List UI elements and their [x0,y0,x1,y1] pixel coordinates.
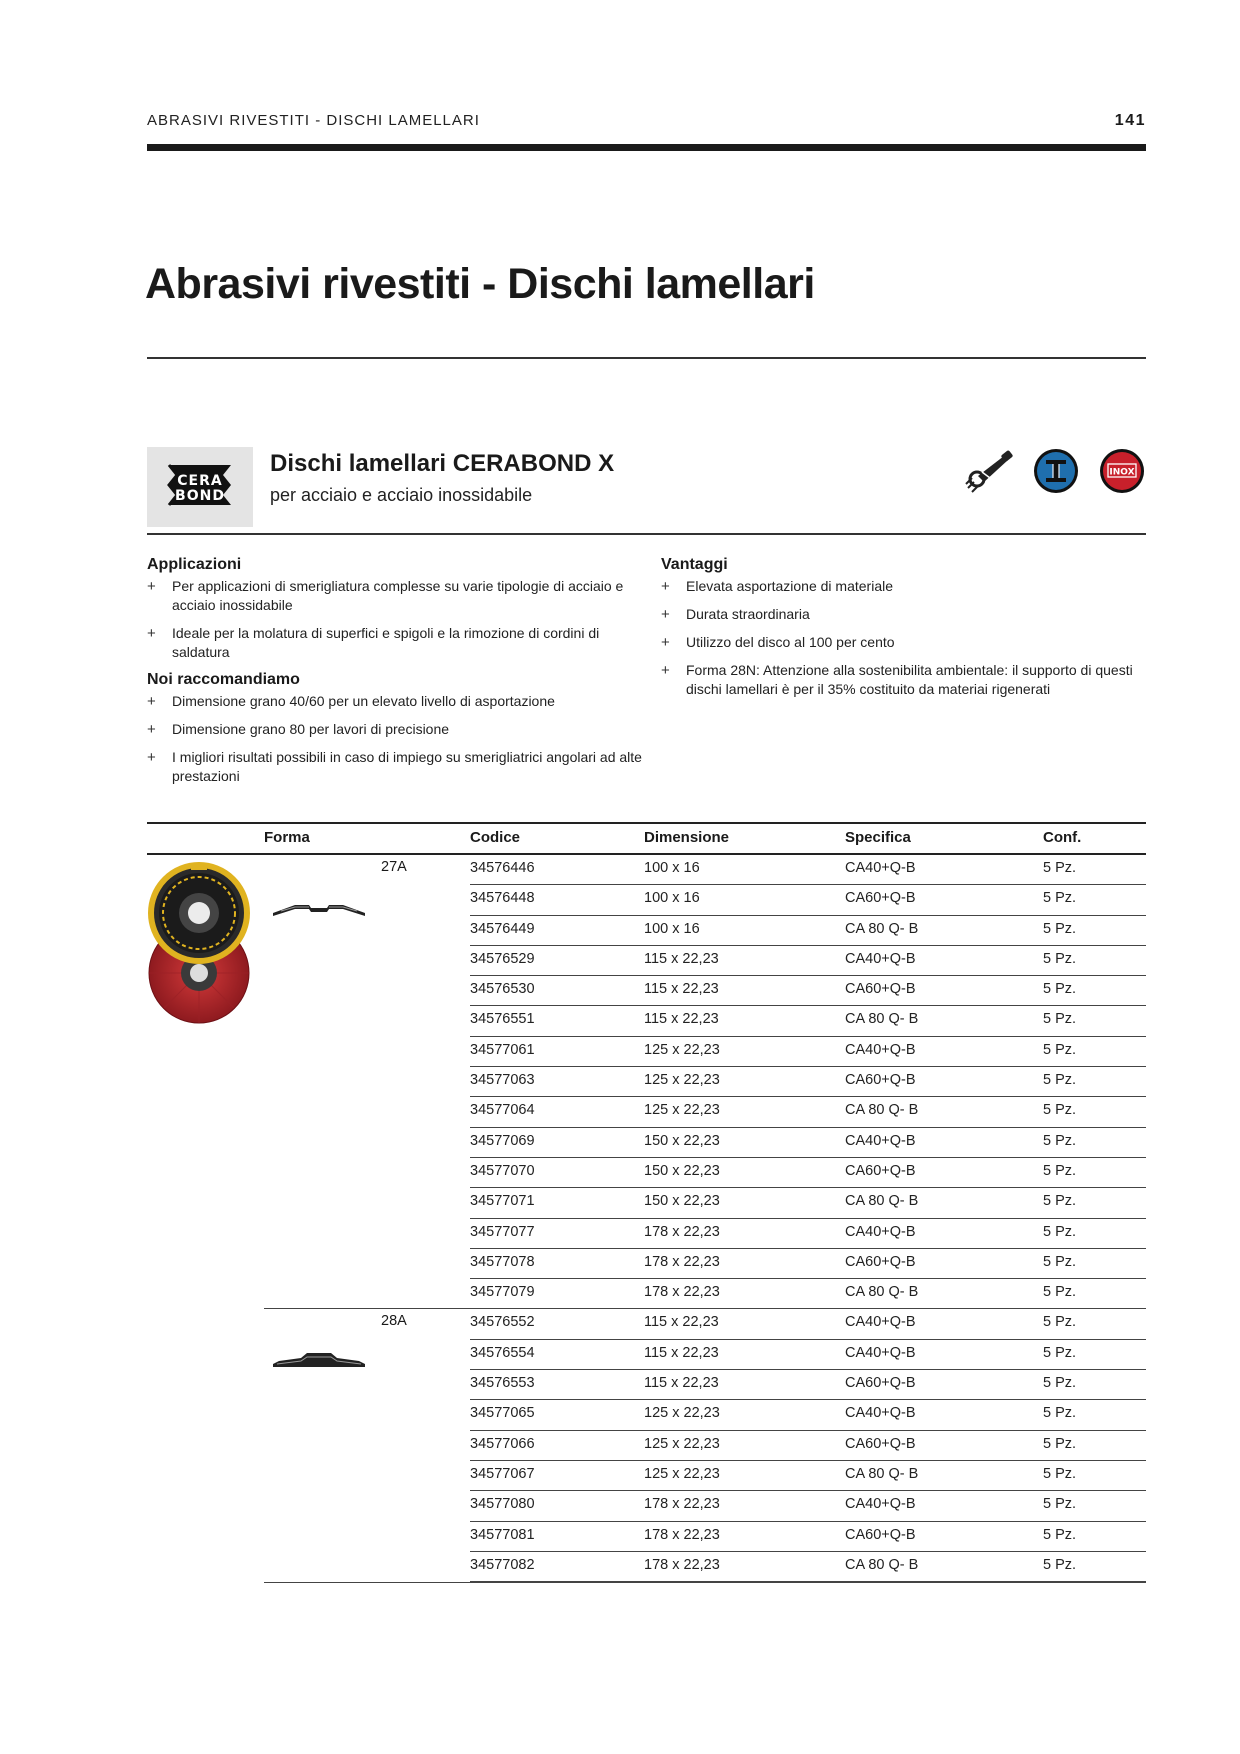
conf-cell: 5 Pz. [1043,1375,1077,1392]
codice-cell: 34576552 [470,1314,535,1331]
dimensione-cell: 125 x 22,23 [644,1435,720,1452]
specifica-cell: CA 80 Q- B [845,920,919,937]
specifica-cell: CA 80 Q- B [845,1193,919,1210]
dimensione-cell: 178 x 22,23 [644,1496,720,1513]
conf-cell: 5 Pz. [1043,1405,1077,1422]
dimensione-cell: 125 x 22,23 [644,1102,720,1119]
conf-cell: 5 Pz. [1043,1284,1077,1301]
specifica-cell: CA40+Q-B [845,1041,916,1058]
page-title: Abrasivi rivestiti - Dischi lamellari [145,260,815,308]
table-row [147,1097,1146,1127]
conf-cell: 5 Pz. [1043,1072,1077,1089]
header-conf: Conf. [1043,829,1082,846]
conf-cell: 5 Pz. [1043,920,1077,937]
conf-cell: 5 Pz. [1043,1041,1077,1058]
specifica-cell: CA60+Q-B [845,1072,916,1089]
conf-cell: 5 Pz. [1043,950,1077,967]
conf-cell: 5 Pz. [1043,1556,1077,1573]
applicazioni-list [147,577,647,662]
vantaggi-heading: Vantaggi [661,556,728,573]
dimensione-cell: 150 x 22,23 [644,1132,720,1149]
product-subtitle: per acciaio e acciaio inossidabile [270,485,533,505]
header-forma: Forma [264,829,310,846]
table-row [147,1309,1146,1339]
codice-cell: 34576448 [470,890,535,907]
forma-label: 27A [381,859,407,875]
list-item: + Utilizzo del disco al 100 per cento [661,634,895,651]
plus-icon: + [147,749,156,766]
specifica-cell: CA 80 Q- B [845,1556,919,1573]
header-rule [147,144,1146,151]
plus-icon: + [147,693,156,710]
dimensione-cell: 178 x 22,23 [644,1284,720,1301]
page-number: 141 [1114,112,1146,129]
list-item: + I migliori risultati possibili in caso di impiego su smerigliatrici angolari ad alte prestazioni [147,749,642,784]
conf-cell: 5 Pz. [1043,1011,1077,1028]
applicazioni-heading: Applicazioni [147,556,242,573]
conf-cell: 5 Pz. [1043,1344,1077,1361]
dimensione-cell: 125 x 22,23 [644,1405,720,1422]
specifica-cell: CA 80 Q- B [845,1284,919,1301]
dimensione-cell: 125 x 22,23 [644,1041,720,1058]
conf-cell: 5 Pz. [1043,860,1077,876]
codice-cell: 34577082 [470,1556,535,1573]
codice-cell: 34576551 [470,1011,535,1028]
conf-cell: 5 Pz. [1043,1102,1077,1119]
table-row [147,1552,1146,1582]
plus-icon: + [661,634,670,651]
specifica-cell: CA60+Q-B [845,890,916,907]
codice-cell: 34577063 [470,1072,535,1089]
header-codice: Codice [470,829,521,846]
specifica-cell: CA60+Q-B [845,1435,916,1452]
svg-text:BOND: BOND [175,488,225,504]
dimensione-cell: 115 x 22,23 [644,1314,719,1331]
conf-cell: 5 Pz. [1043,1253,1077,1270]
specifica-cell: CA 80 Q- B [845,1102,919,1119]
dimensione-cell: 115 x 22,23 [644,950,719,967]
table-bottom-rule [264,1582,1146,1583]
table-body [147,855,1146,1582]
vantaggi-list [661,577,1146,699]
plus-icon: + [147,625,156,642]
table-row [147,1461,1146,1491]
conf-cell: 5 Pz. [1043,1496,1077,1513]
dimensione-cell: 115 x 22,23 [644,981,719,998]
cerabond-logo [147,447,253,527]
svg-text:INOX: INOX [1109,467,1135,478]
table-row [147,916,1146,946]
table-section [147,855,1146,1309]
product-name: Dischi lamellari CERABOND X [270,450,615,477]
dimensione-cell: 100 x 16 [644,920,700,937]
table-section [147,1309,1146,1582]
specifica-cell: CA40+Q-B [845,1496,916,1513]
table-row [147,855,1146,885]
codice-cell: 34577065 [470,1405,535,1422]
product-divider [147,533,1146,535]
list-item: + Dimensione grano 40/60 per un elevato livello di asportazione [147,693,555,710]
running-header [147,112,1146,132]
dimensione-cell: 100 x 16 [644,890,700,907]
codice-cell: 34577080 [470,1496,535,1513]
table-row [147,976,1146,1006]
dimensione-cell: 150 x 22,23 [644,1193,720,1210]
list-item: + Ideale per la molatura di superfici e spigoli e la rimozione di cordini di saldatura [147,625,600,660]
dimensione-cell: 178 x 22,23 [644,1253,720,1270]
dimensione-cell: 115 x 22,23 [644,1375,719,1392]
title-divider [147,357,1146,359]
specifica-cell: CA40+Q-B [845,950,916,967]
table-row [147,1279,1146,1309]
table-row [147,885,1146,915]
list-item: + Durata straordinaria [661,606,810,623]
right-column [661,556,1146,708]
table-row [147,946,1146,976]
list-item: + Dimensione grano 80 per lavori di precisione [147,721,450,738]
specifica-cell: CA40+Q-B [845,1405,916,1422]
specifica-cell: CA60+Q-B [845,981,916,998]
conf-cell: 5 Pz. [1043,1162,1077,1179]
conf-cell: 5 Pz. [1043,1193,1077,1210]
plus-icon: + [661,606,670,623]
codice-cell: 34577069 [470,1132,535,1149]
table-row [147,1219,1146,1249]
left-column [147,556,647,795]
running-title: ABRASIVI RIVESTITI - DISCHI LAMELLARI [147,112,480,129]
plus-icon: + [147,578,156,595]
dimensione-cell: 178 x 22,23 [644,1556,720,1573]
codice-cell: 34577079 [470,1284,535,1301]
angle-grinder-icon [964,448,1014,496]
table-row [147,1128,1146,1158]
forma-label: 28A [381,1313,407,1330]
table-row [147,1431,1146,1461]
dimensione-cell: 178 x 22,23 [644,1223,720,1240]
specifica-cell: CA40+Q-B [845,1314,916,1331]
conf-cell: 5 Pz. [1043,1465,1077,1482]
specifica-cell: CA40+Q-B [845,1344,916,1361]
conf-cell: 5 Pz. [1043,1314,1077,1331]
table-row [147,1370,1146,1400]
dimensione-cell: 125 x 22,23 [644,1465,720,1482]
codice-cell: 34576446 [470,860,535,876]
plus-icon: + [661,578,670,595]
codice-cell: 34577071 [470,1193,535,1210]
dimensione-cell: 150 x 22,23 [644,1162,720,1179]
table-header [147,822,1146,855]
steel-beam-icon [1033,448,1079,494]
codice-cell: 34577067 [470,1465,535,1482]
codice-cell: 34576530 [470,981,535,998]
list-item: + Elevata asportazione di materiale [661,578,894,595]
conf-cell: 5 Pz. [1043,981,1077,998]
table-row [147,1158,1146,1188]
codice-cell: 34577064 [470,1102,535,1119]
codice-cell: 34577077 [470,1223,535,1240]
table-row [147,1340,1146,1370]
conf-cell: 5 Pz. [1043,1435,1077,1452]
specifica-cell: CA60+Q-B [845,1526,916,1543]
raccomandiamo-list [147,692,647,786]
codice-cell: 34576529 [470,950,535,967]
inox-icon [1099,448,1145,494]
specifica-cell: CA40+Q-B [845,860,916,876]
conf-cell: 5 Pz. [1043,1223,1077,1240]
header-dimensione: Dimensione [644,829,730,846]
list-item: + Forma 28N: Attenzione alla sostenibilita ambientale: il supporto di questi dischi lamellari è per il 35% costituito da materiai rigenerati [661,662,1133,697]
conf-cell: 5 Pz. [1043,890,1077,907]
dimensione-cell: 115 x 22,23 [644,1011,719,1028]
table-row [147,1491,1146,1521]
specifica-cell: CA 80 Q- B [845,1465,919,1482]
conf-cell: 5 Pz. [1043,1132,1077,1149]
svg-text:CERA: CERA [177,473,223,489]
codice-cell: 34577066 [470,1435,535,1452]
plus-icon: + [661,662,670,679]
dimensione-cell: 115 x 22,23 [644,1344,719,1361]
codice-cell: 34576554 [470,1344,535,1361]
table-row [147,1400,1146,1430]
dimensione-cell: 125 x 22,23 [644,1072,720,1089]
raccomandiamo-heading: Noi raccomandiamo [147,671,300,688]
codice-cell: 34577081 [470,1526,535,1543]
table-row [147,1522,1146,1552]
specifica-cell: CA60+Q-B [845,1162,916,1179]
conf-cell: 5 Pz. [1043,1526,1077,1543]
specifica-cell: CA60+Q-B [845,1375,916,1392]
table-row [147,1188,1146,1218]
table-row [147,1067,1146,1097]
specifica-cell: CA40+Q-B [845,1223,916,1240]
codice-cell: 34577061 [470,1041,535,1058]
header-specifica: Specifica [845,829,911,846]
codice-cell: 34576449 [470,920,535,937]
table-row [147,1006,1146,1036]
specifica-cell: CA40+Q-B [845,1132,916,1149]
dimensione-cell: 100 x 16 [644,860,700,876]
dimensione-cell: 178 x 22,23 [644,1526,720,1543]
table-row [147,1037,1146,1067]
product-table [147,822,1146,1582]
table-row [147,1249,1146,1279]
plus-icon: + [147,721,156,738]
codice-cell: 34577070 [470,1162,535,1179]
list-item: + Per applicazioni di smerigliatura complesse su varie tipologie di acciaio e acciaio inossidabile [147,578,624,613]
codice-cell: 34577078 [470,1253,535,1270]
specifica-cell: CA 80 Q- B [845,1011,919,1028]
codice-cell: 34576553 [470,1375,535,1392]
specifica-cell: CA60+Q-B [845,1253,916,1270]
